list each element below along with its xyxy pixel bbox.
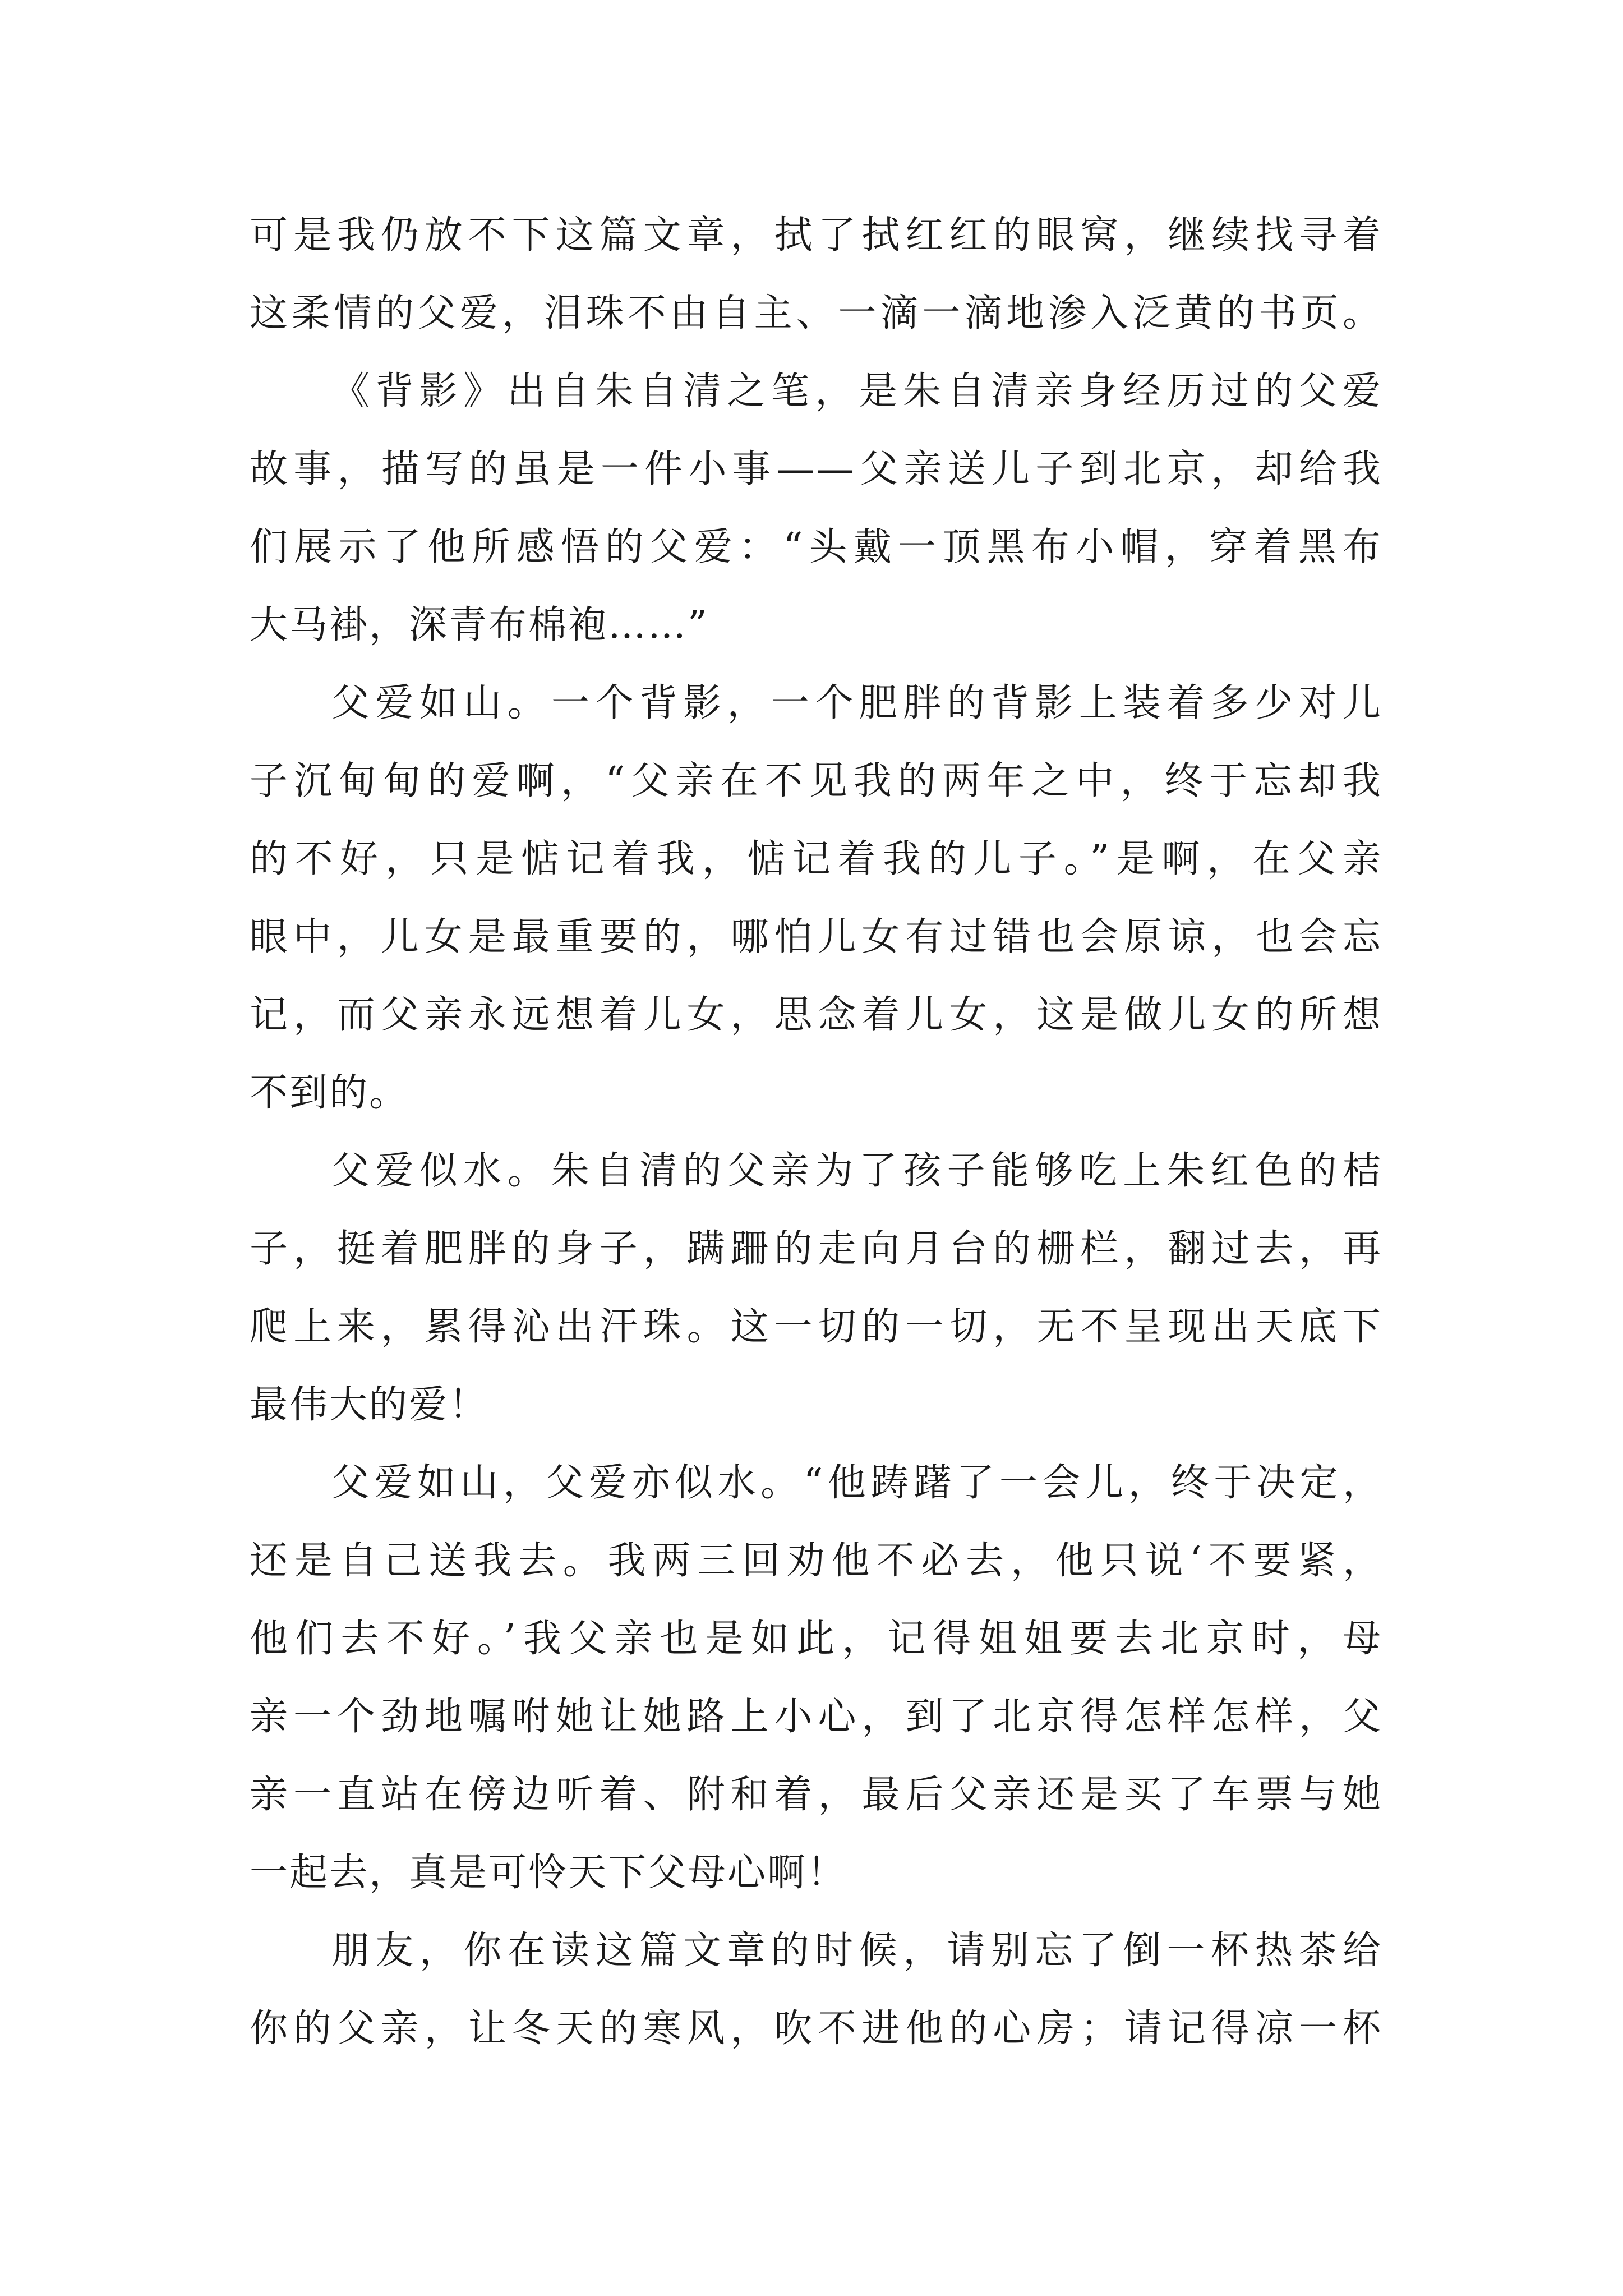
text-line: 你的父亲，让冬天的寒风，吹不进他的心房；请记得凉一杯 [250,2007,1382,2051]
text-line: 们展示了他所感悟的父爱：“头戴一顶黑布小帽，穿着黑布 [250,525,1382,569]
text-line: 朋友，你在读这篇文章的时候，请别忘了倒一杯热茶给 [331,1929,1382,1973]
text-line: 大马褂，深青布棉袍……” [250,603,709,647]
text-line: 父爱似水。朱自清的父亲为了孩子能够吃上朱红色的桔 [331,1149,1382,1193]
text-line: 父爱如山。一个背影，一个肥胖的背影上装着多少对儿 [331,681,1382,725]
text-line: 父爱如山，父爱亦似水。“他踌躇了一会儿，终于决定， [331,1461,1382,1505]
text-line: 不到的。 [250,1071,409,1115]
text-line: 这柔情的父爱，泪珠不由自主、一滴一滴地渗入泛黄的书页。 [250,291,1382,335]
text-line: 记，而父亲永远想着儿女，思念着儿女，这是做儿女的所想 [250,993,1382,1037]
text-line: 可是我仍放不下这篇文章，拭了拭红红的眼窝，继续找寻着 [250,213,1382,257]
text-line: 的不好，只是惦记着我，惦记着我的儿子。”是啊，在父亲 [250,837,1382,881]
text-line: 子，挺着肥胖的身子，蹒跚的走向月台的栅栏，翻过去，再 [250,1227,1382,1271]
text-line: 子沉甸甸的爱啊，“父亲在不见我的两年之中，终于忘却我 [250,759,1382,803]
text-line: 《背影》出自朱自清之笔，是朱自清亲身经历过的父爱 [331,369,1382,413]
text-line: 一起去，真是可怜天下父母心啊！ [250,1851,847,1895]
text-line: 他们去不好。’我父亲也是如此，记得姐姐要去北京时，母 [250,1617,1382,1661]
text-line: 眼中，儿女是最重要的，哪怕儿女有过错也会原谅，也会忘 [250,915,1382,959]
text-line: 故事，描写的虽是一件小事——父亲送儿子到北京，却给我 [250,447,1382,491]
text-line: 爬上来，累得沁出汗珠。这一切的一切，无不呈现出天底下 [250,1305,1382,1349]
text-line: 亲一直站在傍边听着、附和着，最后父亲还是买了车票与她 [250,1773,1382,1817]
essay-body [250,196,1382,2068]
text-line: 最伟大的爱！ [250,1383,489,1427]
text-line: 亲一个劲地嘱咐她让她路上小心，到了北京得怎样怎样，父 [250,1695,1382,1739]
text-line: 还是自己送我去。我两三回劝他不必去，他只说‘不要紧， [250,1539,1382,1583]
